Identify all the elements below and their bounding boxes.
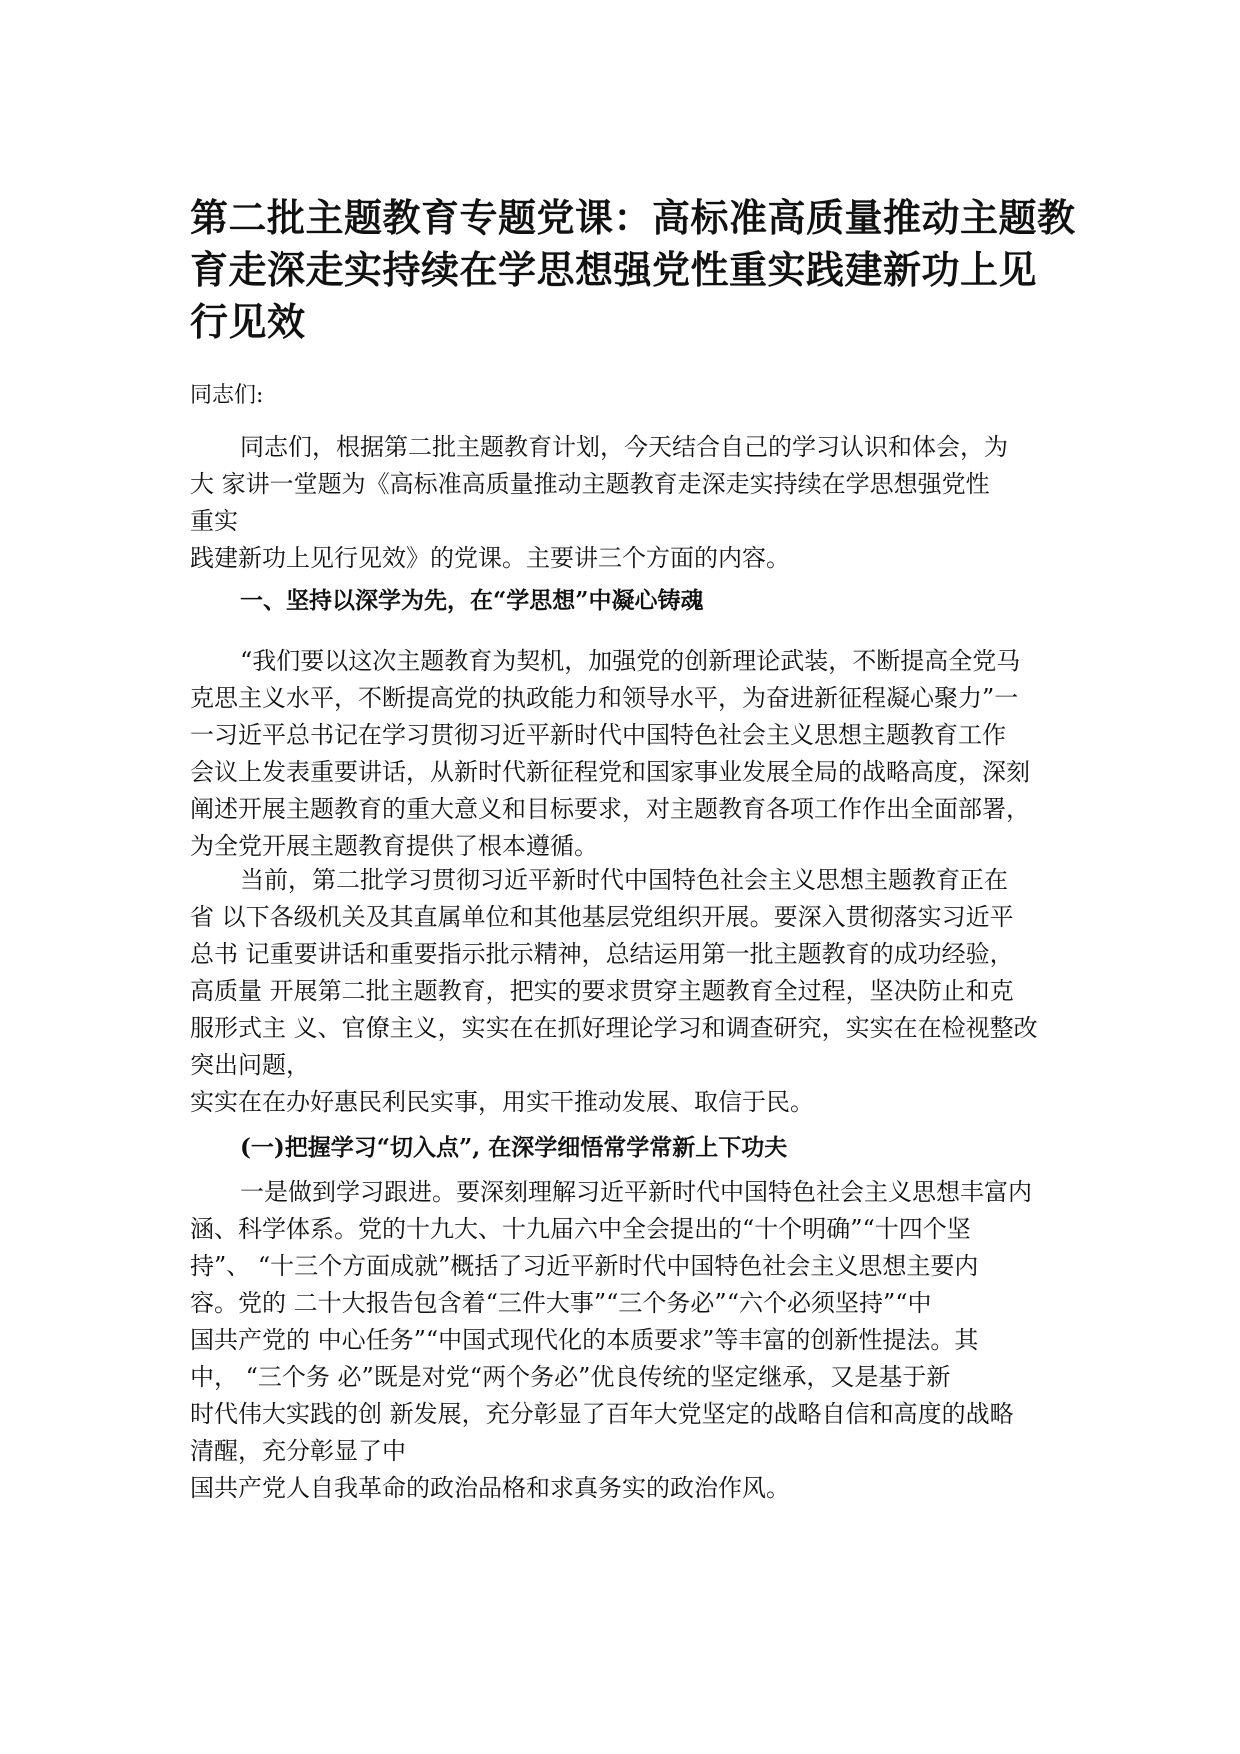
paragraph-line: 践建新功上见行见效》的党课。主要讲三个方面的内容。 — [190, 544, 790, 572]
paragraph-line: 高质量 开展第二批主题教育，把实的要求贯穿主题教育全过程，坚决防止和克 — [190, 977, 1014, 1005]
subsection-heading-1: (一)把握学习“切入点”, 在深学细悟常学常新上下功夫 — [240, 1134, 788, 1161]
paragraph-line: 服形式主 义、官僚主义，实实在在抓好理论学习和调查研究，实实在在检视整改 — [190, 1014, 1038, 1042]
section-heading-1: 一、坚持以深学为先，在“学思想”中凝心铸魂 — [240, 587, 704, 614]
current-situation-paragraph — [190, 862, 1050, 1121]
paragraph-line: 同志们，根据第二批主题教育计划，今天结合自己的学习认识和体会，为 — [240, 433, 1008, 461]
paragraph-line: 中， “三个务 必”既是对党“两个务必”优良传统的坚定继承，又是基于新 — [190, 1363, 951, 1391]
paragraph-line: 当前，第二批学习贯彻习近平新时代中国特色社会主义思想主题教育正在 — [240, 866, 1008, 894]
paragraph-line: 国共产党人自我革命的政治品格和求真务实的政治作风。 — [190, 1474, 790, 1502]
title-line: 第二批主题教育专题党课：高标准高质量推动主题教 — [190, 196, 1076, 240]
paragraph-line: 实实在在办好惠民利民实事，用实干推动发展、取信于民。 — [190, 1088, 814, 1116]
paragraph-line: 大 家讲一堂题为《高标准高质量推动主题教育走深走实持续在学思想强党性 — [190, 470, 990, 498]
paragraph-line: 一习近平总书记在学习贯彻习近平新时代中国特色社会主义思想主题教育工作 — [190, 721, 1006, 749]
paragraph-line: 总书 记重要讲话和重要指示批示精神，总结运用第一批主题教育的成功经验， — [190, 940, 1014, 968]
paragraph-line: 时代伟大实践的创 新发展，充分彰显了百年大党坚定的战略自信和高度的战略 — [190, 1400, 1014, 1428]
salutation: 同志们: — [190, 383, 264, 408]
paragraph-line: 突出问题， — [190, 1051, 310, 1079]
paragraph-line: 持”、 “十三个方面成就”概括了习近平新时代中国特色社会主义思想主要内 — [190, 1252, 979, 1280]
paragraph-line: 重实 — [190, 507, 238, 535]
paragraph-line: “我们要以这次主题教育为契机，加强党的创新理论武装，不断提高全党马 — [240, 647, 1021, 675]
paragraph-line: 清醒，充分彰显了中 — [190, 1437, 406, 1465]
paragraph-line: 省 以下各级机关及其直属单位和其他基层党组织开展。要深入贯彻落实习近平 — [190, 903, 1014, 931]
paragraph-line: 克思主义水平，不断提高党的执政能力和领导水平，为奋进新征程凝心聚力”一 — [190, 684, 1019, 712]
study-follow-up-paragraph — [190, 1174, 1050, 1507]
document-title — [190, 192, 1076, 348]
title-line: 育走深走实持续在学思想强党性重实践建新功上见 — [190, 248, 1038, 292]
paragraph-line: 一是做到学习跟进。要深刻理解习近平新时代中国特色社会主义思想丰富内 — [240, 1178, 1032, 1206]
quote-paragraph — [190, 643, 1050, 865]
paragraph-line: 国共产党的 中心任务”“中国式现代化的本质要求”等丰富的创新性提法。其 — [190, 1326, 979, 1354]
paragraph-line: 会议上发表重要讲话，从新时代新征程党和国家事业发展全局的战略高度，深刻 — [190, 758, 1030, 786]
paragraph-line: 涵、科学体系。党的十九大、十九届六中全会提出的“十个明确”“十四个坚 — [190, 1215, 971, 1243]
paragraph-line: 容。党的 二十大报告包含着“三件大事”“三个务必”“六个必须坚持”“中 — [190, 1289, 932, 1317]
intro-paragraph — [190, 429, 1050, 577]
paragraph-line: 阐述开展主题教育的重大意义和目标要求，对主题教育各项工作作出全面部署， — [190, 795, 1030, 823]
paragraph-line: 为全党开展主题教育提供了根本遵循。 — [190, 832, 598, 860]
title-line: 行见效 — [190, 300, 306, 344]
